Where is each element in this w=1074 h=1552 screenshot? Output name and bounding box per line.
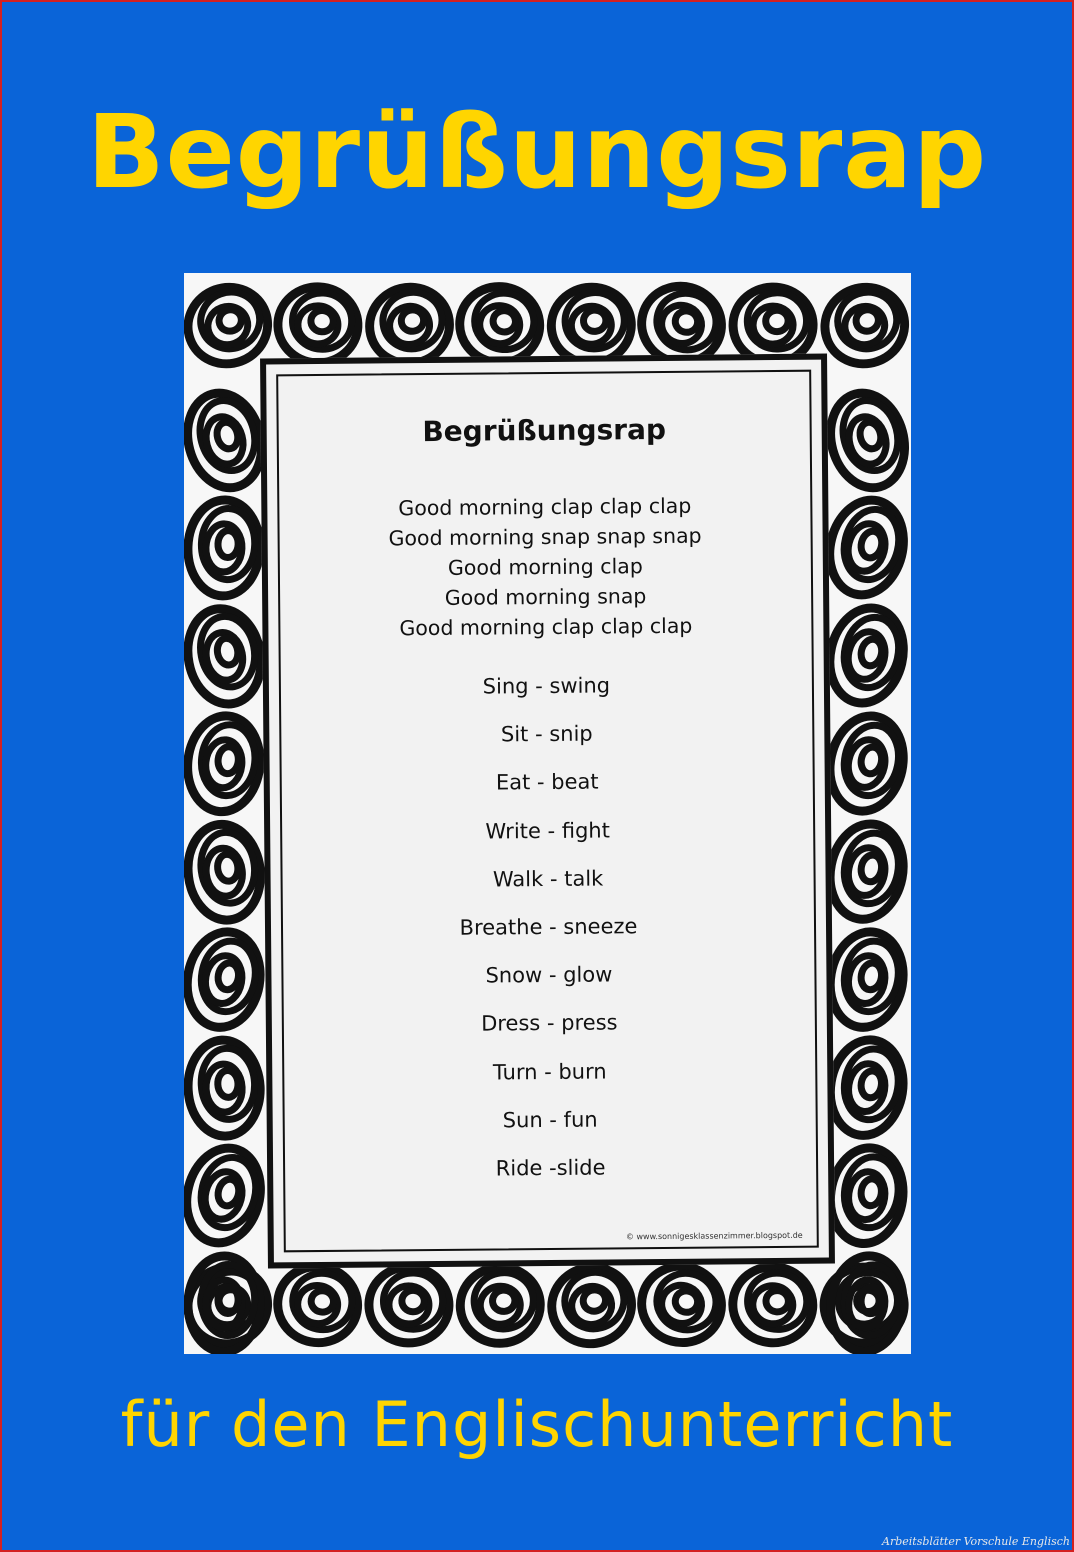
rhyme-pair: Sing - swing: [482, 673, 611, 699]
doodle-loop: [456, 1263, 545, 1348]
page-title: Begrüßungsrap: [86, 93, 988, 212]
rhyme-pair: Walk - talk: [492, 866, 604, 892]
rhyme-pair: Snow - glow: [485, 962, 613, 988]
doodle-loop: [823, 926, 911, 1033]
worksheet-title: Begrüßungsrap: [422, 412, 667, 449]
verse-line: Good morning clap clap clap: [398, 493, 692, 521]
doodle-loop: [186, 499, 261, 597]
doodle-loop: [821, 709, 911, 818]
doodle-loop: [824, 1143, 909, 1248]
doodle-loop: [815, 277, 911, 375]
doodle-loop: [821, 601, 911, 711]
doodle-loop: [184, 1140, 270, 1251]
doodle-loop: [184, 385, 272, 496]
rhyme-pair: Turn - burn: [492, 1058, 607, 1084]
verse-line: Good morning snap snap snap: [388, 523, 702, 551]
rhyme-pair: Breathe - sneeze: [459, 914, 638, 940]
doodle-loop: [820, 385, 911, 496]
verse-line: Good morning clap clap clap: [399, 613, 693, 641]
doodle-loop: [820, 492, 911, 603]
rhyme-pair: Sit - snip: [500, 721, 593, 747]
copyright-note: © www.sonnigesklassenzimmer.blogspot.de: [625, 1230, 803, 1242]
watermark: Arbeitsblätter Vorschule Englisch: [882, 1535, 1070, 1548]
worksheet-image: [184, 273, 911, 1354]
rhyme-pair-list: [269, 660, 829, 1195]
doodle-loop: [368, 1266, 451, 1345]
doodle-loop: [633, 1257, 730, 1351]
verse-line: Good morning clap: [447, 554, 643, 580]
doodle-loop: [543, 1258, 641, 1353]
verse-block: [267, 490, 823, 645]
verse-line: Good morning snap: [444, 584, 647, 610]
doodle-loop: [186, 1038, 263, 1138]
doodle-loop: [184, 602, 269, 710]
doodle-loop: [732, 286, 815, 365]
doodle-loop: [184, 712, 265, 815]
doodle-loop: [271, 1260, 364, 1350]
rhyme-pair: Sun - fun: [502, 1107, 598, 1133]
rhyme-pair: Dress - press: [481, 1010, 618, 1036]
doodle-loop: [276, 285, 360, 365]
rhyme-pair: Ride -slide: [495, 1155, 606, 1181]
worksheet-paper: [260, 354, 835, 1269]
doodle-loop: [184, 820, 266, 924]
doodle-loop: [822, 818, 911, 926]
rhyme-pair: Eat - beat: [495, 769, 599, 795]
doodle-loop: [729, 1263, 817, 1347]
doodle-loop: [184, 926, 267, 1033]
rhyme-pair: Write - fight: [485, 818, 611, 844]
page-subtitle: für den Englischunterricht: [120, 1388, 954, 1461]
doodle-loop: [824, 1035, 910, 1141]
